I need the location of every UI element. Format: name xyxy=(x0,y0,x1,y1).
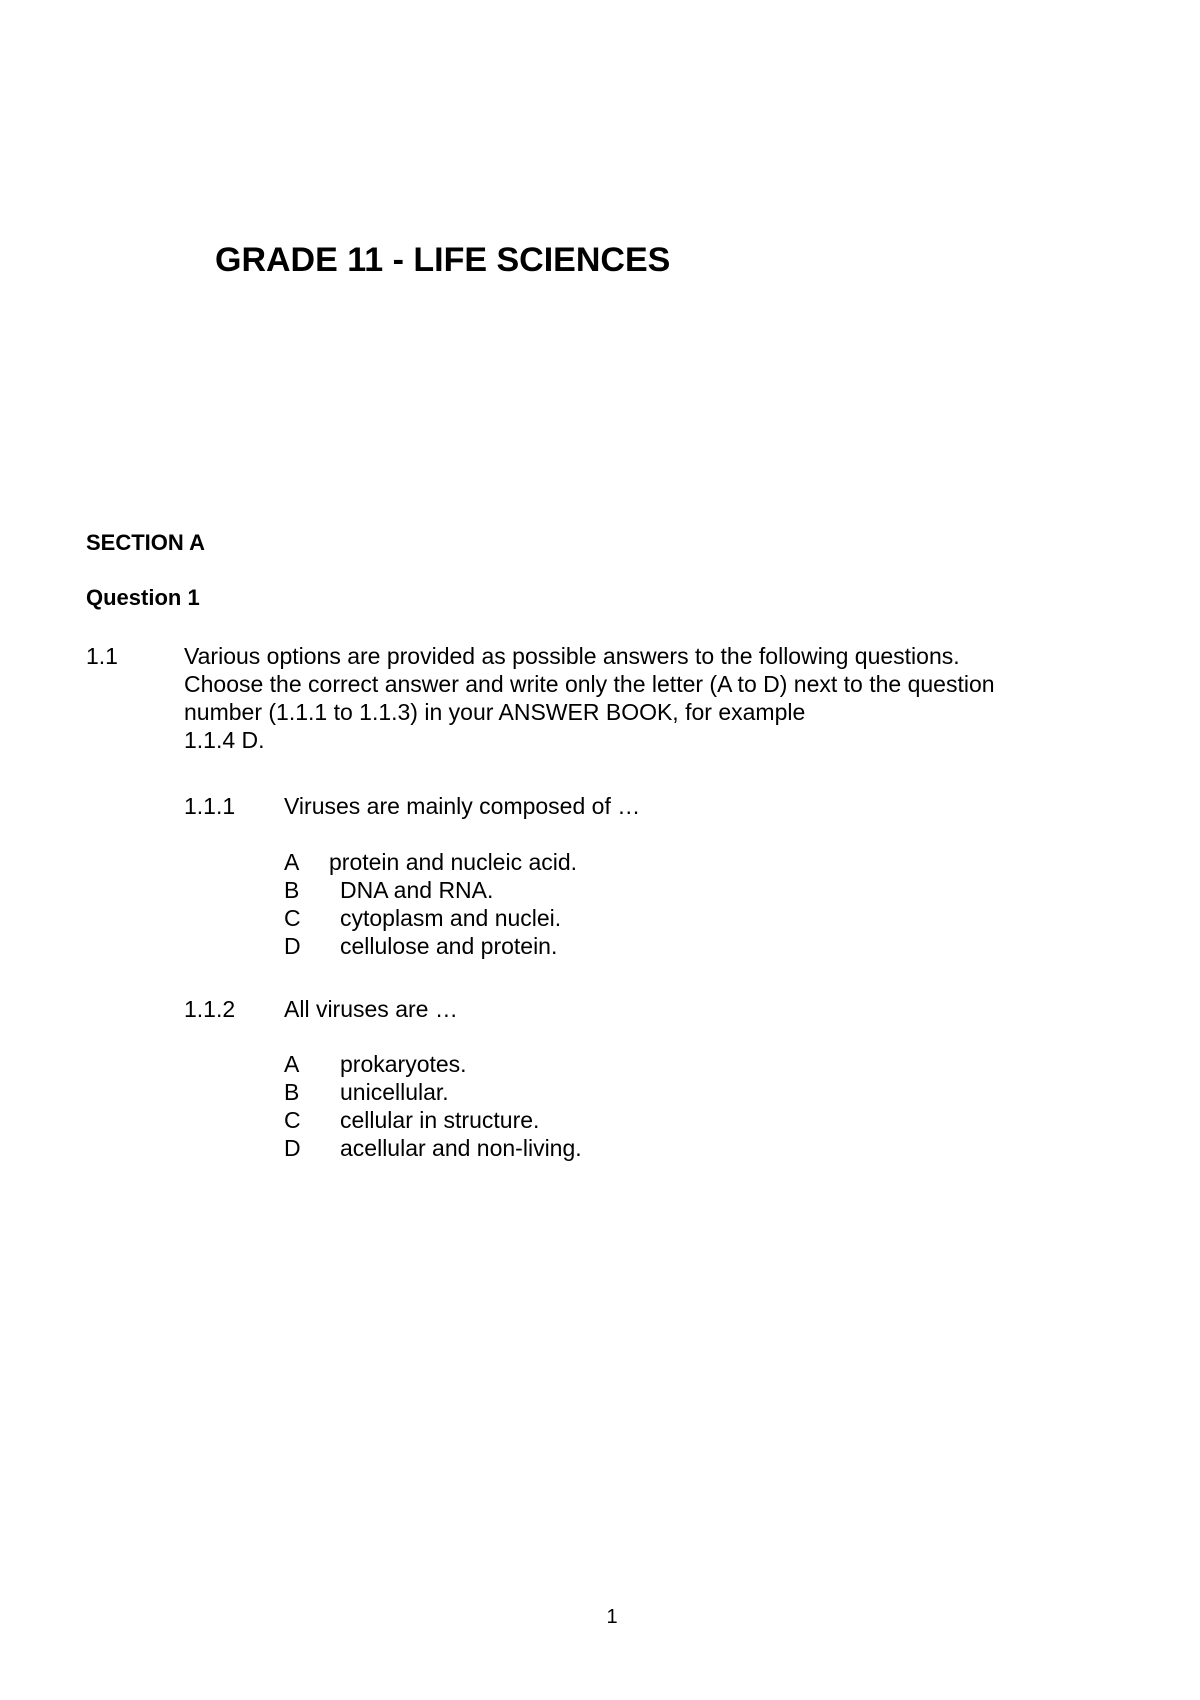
page-title: GRADE 11 - LIFE SCIENCES xyxy=(215,241,671,279)
option-text: cytoplasm and nuclei. xyxy=(340,905,562,931)
option-letter: A xyxy=(284,849,300,875)
subquestion-number: 1.1.2 xyxy=(184,996,236,1022)
option-text: unicellular. xyxy=(340,1079,449,1105)
option-letter: C xyxy=(284,905,301,931)
option-text: prokaryotes. xyxy=(340,1051,467,1077)
option-text: acellular and non-living. xyxy=(340,1135,582,1161)
instruction-line: Various options are provided as possible answers to the following questions. xyxy=(184,643,960,669)
subquestion-stem: Viruses are mainly composed of … xyxy=(284,793,641,819)
question-number: 1.1 xyxy=(86,643,118,669)
option-letter: C xyxy=(284,1107,301,1133)
instruction-line: number (1.1.1 to 1.1.3) in your ANSWER BOOK, for example xyxy=(184,699,806,725)
option-text: cellulose and protein. xyxy=(340,933,558,959)
subquestion-number: 1.1.1 xyxy=(184,793,236,819)
option-letter: B xyxy=(284,1079,300,1105)
option-text: cellular in structure. xyxy=(340,1107,540,1133)
option-text: protein and nucleic acid. xyxy=(329,849,578,875)
section-heading: SECTION A xyxy=(86,530,205,555)
question-heading: Question 1 xyxy=(86,585,200,610)
subquestion-stem: All viruses are … xyxy=(284,996,458,1022)
page-number: 1 xyxy=(606,1606,618,1628)
option-letter: A xyxy=(284,1051,300,1077)
option-letter: D xyxy=(284,933,301,959)
option-text: DNA and RNA. xyxy=(340,877,494,903)
question-instructions xyxy=(184,642,995,754)
option-letter: D xyxy=(284,1135,301,1161)
option-letter: B xyxy=(284,877,300,903)
instruction-line: Choose the correct answer and write only the letter (A to D) next to the question xyxy=(184,671,995,697)
instruction-example: 1.1.4 D. xyxy=(184,727,265,753)
